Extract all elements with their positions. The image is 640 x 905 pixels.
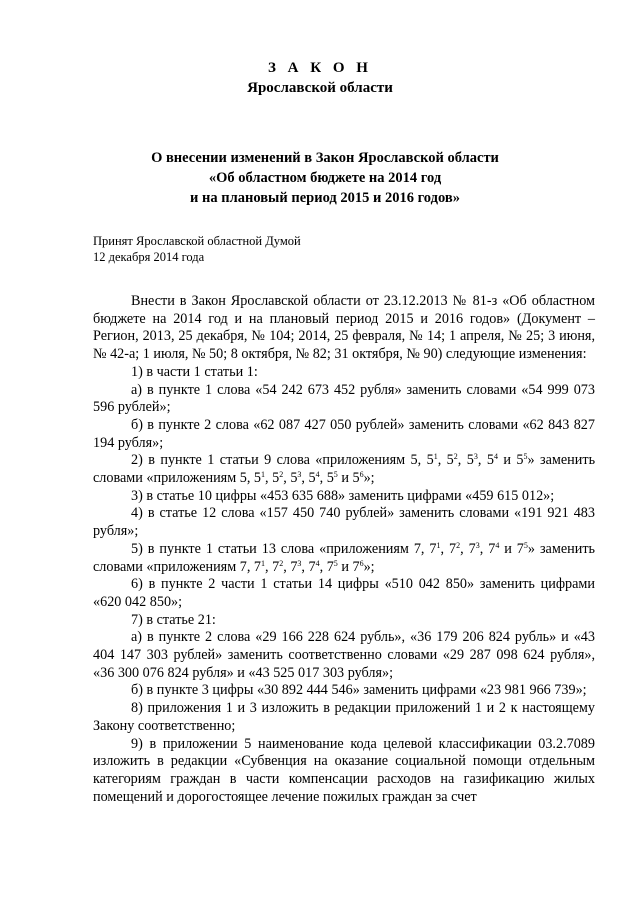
adoption-line: Принят Ярославской областной Думой <box>93 234 301 248</box>
amendment-subitem-1a: а) в пункте 1 слова «54 242 673 452 рубля» заменить словами «54 999 073 596 рублей»; <box>93 381 595 416</box>
amendment-item-9: 9) в приложении 5 наименование кода целевой классификации 03.2.7089 изложить в редакции «Субвенция на оказание социальной помощи отдельным категориям граждан в части компенсации расходов на газификацию жилых помещений и дорогостоящее лечение пожилых граждан за счет <box>93 735 595 805</box>
heading-line: и на плановый период 2015 и 2016 годов» <box>190 190 460 206</box>
adoption-note <box>93 233 301 265</box>
law-region: Ярославской области <box>247 80 393 96</box>
heading-line: О внесении изменений в Закон Ярославской области <box>151 150 499 166</box>
amendment-item-4: 4) в статье 12 слова «157 450 740 рублей» заменить словами «191 921 483 рубля»; <box>93 505 595 540</box>
adoption-date: 12 декабря 2014 года <box>93 250 205 264</box>
amendment-item-1: 1) в части 1 статьи 1: <box>131 363 258 380</box>
amendment-item-6: 6) в пункте 2 части 1 статьи 14 цифры «510 042 850» заменить цифрами «620 042 850»; <box>93 576 595 610</box>
amendment-item-5: 5) в пункте 1 статьи 13 слова «приложениям 7, $7^1$, $7^2$, $7^3$, $7^4$ и $7^5$» заменить словами «приложениям 7, $7^1$, $7^2$, $7^3$, $7^4$, $7^5$ и $7^6$»; <box>93 540 595 575</box>
amendment-subitem-1b: б) в пункте 2 слова «62 087 427 050 рублей» заменить словами «62 843 827 194 рубля»; <box>93 416 595 451</box>
amendment-item-2: 2) в пункте 1 статьи 9 слова «приложениям 5, $5^1$, $5^2$, $5^3$, $5^4$ и $5^5$» заменить словами «приложениям 5, $5^1$, $5^2$, $5^3$, $5^4$, $5^5$ и $5^6$»; <box>93 452 596 487</box>
amendment-item-7: 7) в статье 21: <box>131 611 216 628</box>
amendment-item-8: 8) приложения 1 и 3 изложить в редакции приложений 1 и 2 к настоящему Закону соответственно; <box>93 700 595 734</box>
amendment-subitem-7b: б) в пункте 3 цифры «30 892 444 546» заменить цифрами «23 981 966 739»; <box>131 682 587 699</box>
document-body <box>93 293 595 806</box>
amendment-item-3: 3) в статье 10 цифры «453 635 688» заменить цифрами «459 615 012»; <box>131 487 555 504</box>
intro-paragraph: Внести в Закон Ярославской области от 23.12.2013 № 81-з «Об областном бюджете на 2014 год и на плановый период 2015 и 2016 годов» (Документ – Регион, 2013, 25 декабря, № 104; 2014, 25 февраля, № 14; 1 апреля, № 25; 3 июня, № 42-а; 1 июля, № 50; 8 октября, № 82; 31 октября, № 90) следующие изменения: <box>93 293 595 363</box>
law-title: З А К О Н <box>268 60 372 76</box>
amendment-subitem-7a: а) в пункте 2 слова «29 166 228 624 рубль», «36 179 206 824 рубль» и «43 404 147 303 рублей» заменить соответственно словами «29 287 098 624 рубля», «36 300 076 824 рубля» и «43 525 017 303 рубля»; <box>93 629 595 681</box>
heading-line: «Об областном бюджете на 2014 год <box>208 170 442 186</box>
law-heading <box>80 148 570 208</box>
